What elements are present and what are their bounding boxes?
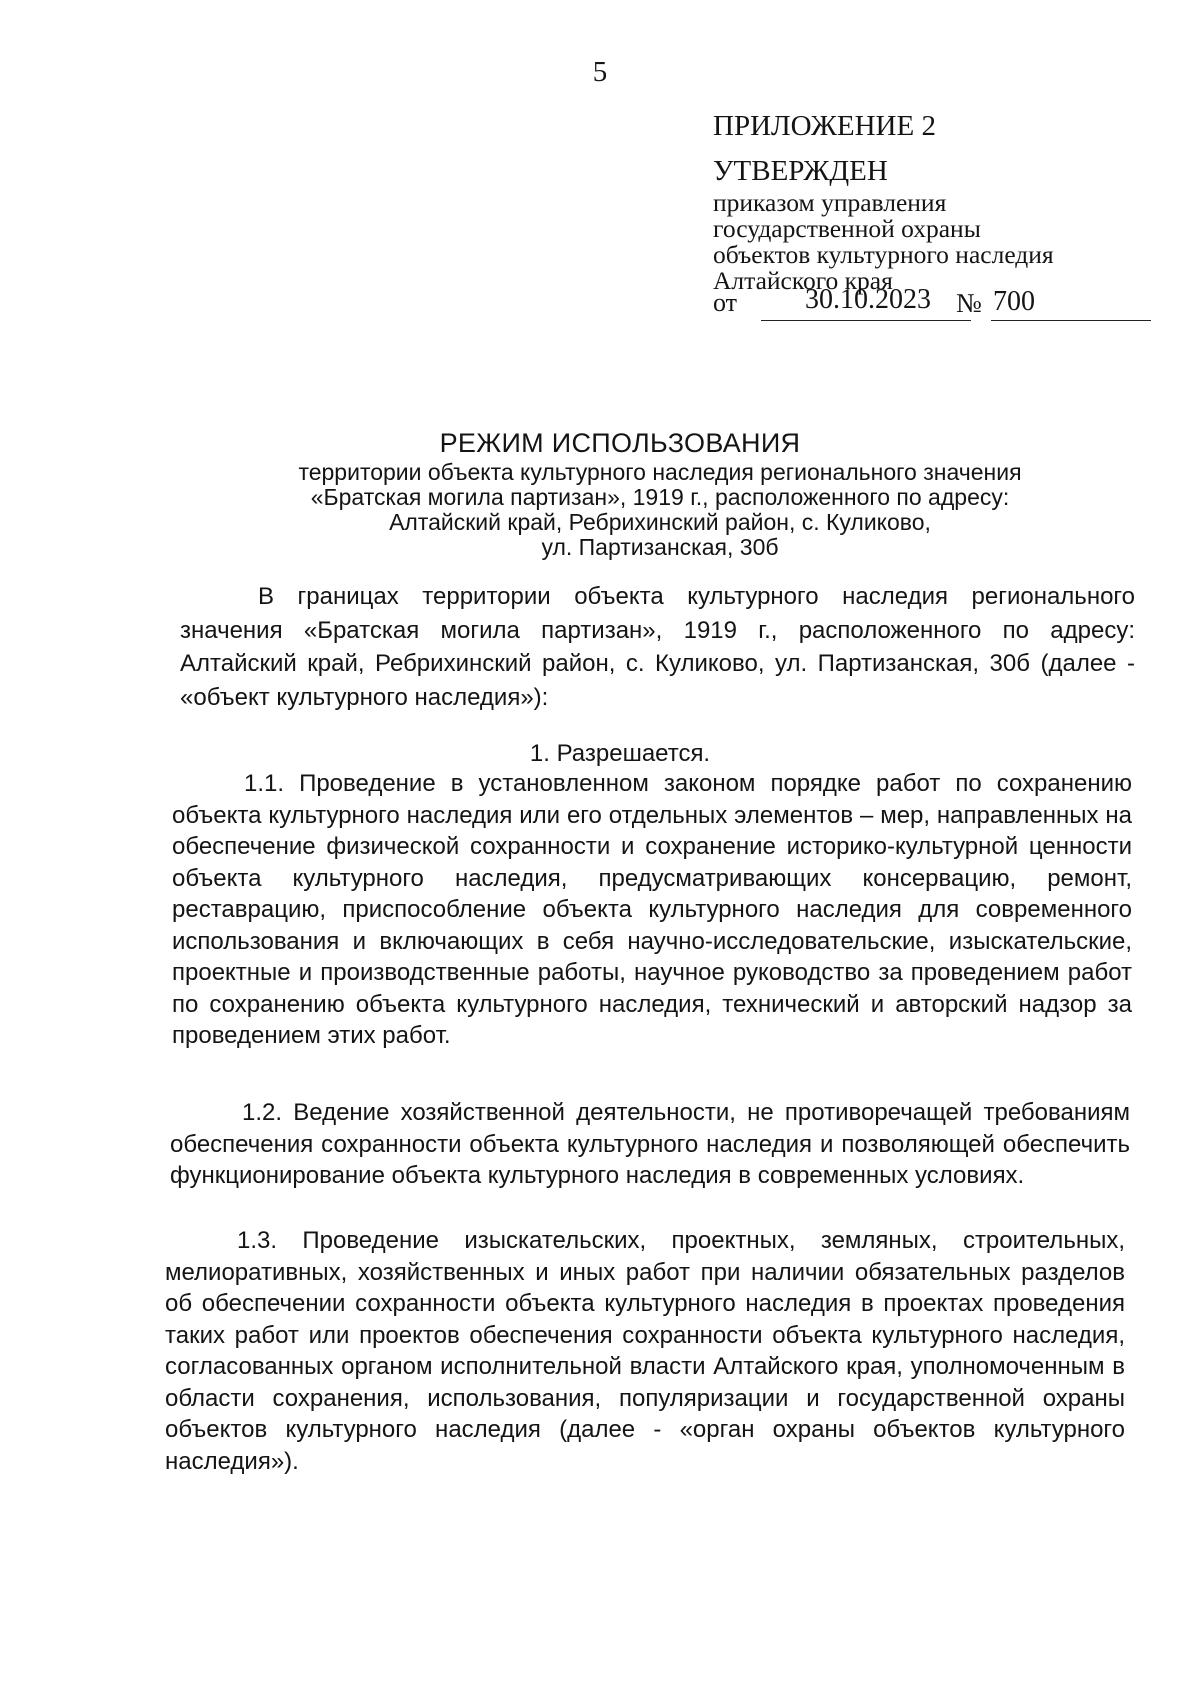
- item-1-3: [165, 1225, 1125, 1477]
- item-text: Проведение в установленном законом порядке работ по сохранению объекта культурного наследия или его отдельных элементов – мер, направленных на обеспечение физической сохранности и сохранение историко-культурной ценности объекта культурного наследия, предусматривающих консервацию, ремонт, реставрацию, приспособление объекта культурного наследия для современного использования и включающих в себя научно-исследовательские, изыскательские, проектные и производственные работы, научное руководство за проведением работ по сохранению объекта культурного наследия, технический и авторский надзор за проведением этих работ.: [172, 770, 1132, 1049]
- item-text: Ведение хозяйственной деятельности, не противоречащей требованиям обеспечения сохранности объекта культурного наследия и позволяющей обеспечить функционирование объекта культурного наследия в современных условиях.: [170, 1099, 1130, 1189]
- item-number: 1.3.: [237, 1227, 278, 1254]
- item-1-2: [170, 1097, 1130, 1192]
- order-date-row: [713, 284, 1153, 328]
- item-number: 1.1.: [244, 770, 285, 797]
- document-title: РЕЖИМ ИСПОЛЬЗОВАНИЯ: [439, 428, 801, 458]
- intro-paragraph: В границах территории объекта культурного наследия регионального значения «Братская могила партизан», 1919 г., расположенного по адресу: Алтайский край, Ребрихинский район, с. Куликово, ул. Партизанская, 30б (далее - «объект культурного наследия»):: [180, 583, 1135, 711]
- order-number: 700: [993, 286, 1035, 317]
- order-date-label: от: [713, 288, 738, 317]
- item-1-1: [172, 768, 1132, 1052]
- subtitle-line: Алтайский край, Ребрихинский район, с. Куликово,: [389, 509, 931, 535]
- item-text: Проведение изыскательских, проектных, земляных, строительных, мелиоративных, хозяйственных и иных работ при наличии обязательных разделов об обеспечении сохранности объекта культурного наследия в проектах проведения таких работ или проектов обеспечения сохранности объекта культурного наследия, согласованных органом исполнительной власти Алтайского края, уполномоченным в области сохранения, использования, популяризации и государственной охраны объектов культурного наследия (далее - «орган охраны объектов культурного наследия»).: [165, 1227, 1125, 1475]
- approved-label: УТВЕРЖДЕН: [713, 155, 888, 187]
- document-subtitle: [120, 460, 1200, 560]
- order-date-underline: [761, 320, 971, 321]
- subtitle-line: территории объекта культурного наследия регионального значения: [298, 459, 1022, 485]
- order-line: Алтайского края: [713, 266, 893, 295]
- order-line: приказом управления: [713, 188, 947, 217]
- annex-label: ПРИЛОЖЕНИЕ 2: [713, 110, 936, 142]
- order-number-label: №: [956, 288, 982, 318]
- order-date: 30.10.2023: [805, 284, 931, 315]
- order-number-underline: [991, 320, 1151, 321]
- approval-order-text: [713, 190, 1054, 294]
- item-number: 1.2.: [242, 1099, 283, 1126]
- order-line: объектов культурного наследия: [713, 240, 1054, 269]
- section-heading: 1. Разрешается.: [529, 740, 711, 767]
- document-page: 5 ПРИЛОЖЕНИЕ 2 УТВЕРЖДЕН приказом управления государственной охраны объектов культурного наследия Алтайского края от 30.10.2023 № 700 РЕЖИМ ИСПОЛЬЗОВАНИЯ территории объекта культурного наследия регионального значения «Братская могила партизан», 1919 г., расположенного по адресу: Алтайский край, Ребрихинский район, с. Куликово, ул. Партизанская, 30б В границах территории объекта культурного наследия регионального значения «Братская могила партизан», 1919 г., расположенного по адресу: Алтайский край, Ребрихинский район, с. Куликово, ул. Партизанская, 30б (далее - «объект культурного наследия»): 1. Разрешается. 1.1. Проведение в установленном законом порядке работ по сохранению объекта культурного наследия или его отдельных элементов – мер, направленных на обеспечение физической сохранности и сохранение историко-культурной ценности объекта культурного наследия, предусматривающих консервацию, ремонт, реставрацию, приспособление объекта культурного наследия для современного использования и включающих в себя научно-исследовательские, изыскательские, проектные и производственные работы, научное руководство за проведением работ по сохранению объекта культурного наследия, технический и авторский надзор за проведением этих работ. 1.2. Ведение хозяйственной деятельности, не противоречащей требованиям обеспечения сохранности объекта культурного наследия и позволяющей обеспечить функционирование объекта культурного наследия в современных условиях. 1.3. Проведение изыскательских, проектных, земляных, строительных, мелиоративных, хозяйственных и иных работ при наличии обязательных разделов об обеспечении сохранности объекта культурного наследия в проектах проведения таких работ или проектов обеспечения сохранности объекта культурного наследия, согласованных органом исполнительной власти Алтайского края, уполномоченным в области сохранения, использования, популяризации и государственной охраны объектов культурного наследия (далее - «орган охраны объектов культурного наследия»).: [0, 0, 1200, 1696]
- subtitle-line: «Братская могила партизан», 1919 г., расположенного по адресу:: [310, 484, 1010, 510]
- subtitle-line: ул. Партизанская, 30б: [541, 534, 779, 560]
- order-line: государственной охраны: [713, 214, 981, 243]
